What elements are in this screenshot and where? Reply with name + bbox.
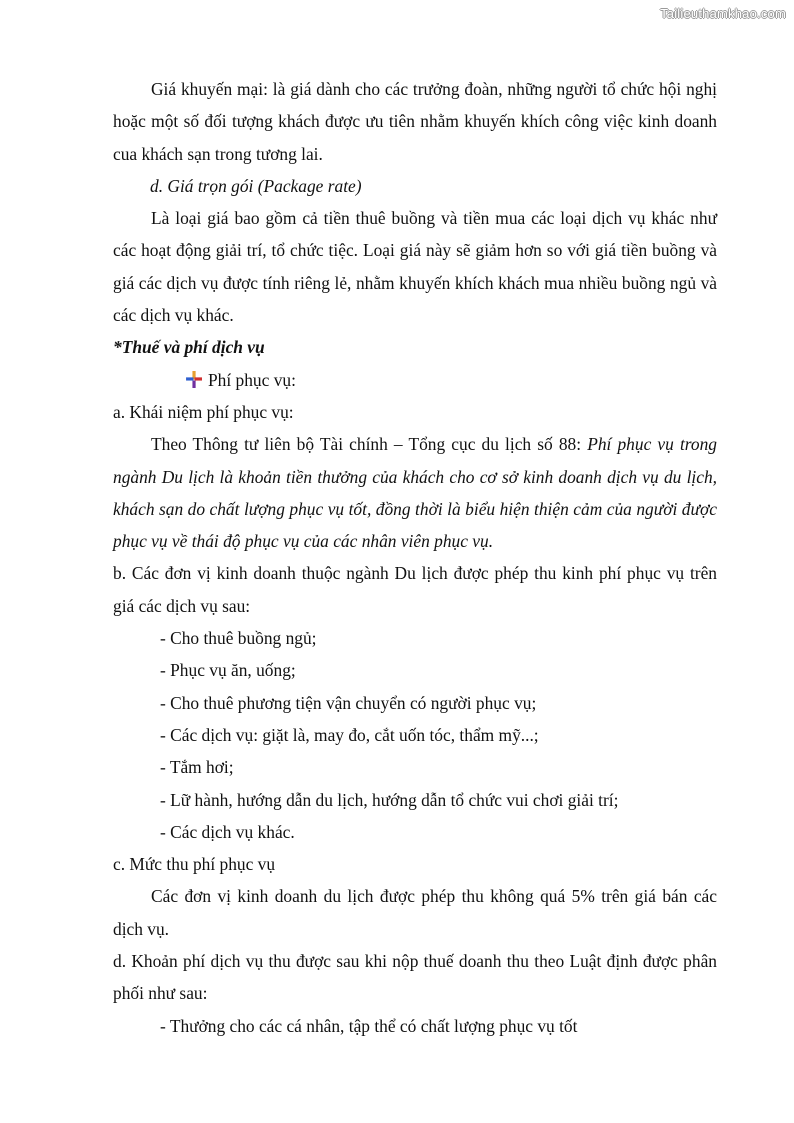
paragraph-package-rate: Là loại giá bao gồm cả tiền thuê buồng và tiền mua các loại dịch vụ khác như các hoạt động giải trí, tổ chức tiệc. Loại giá này sẽ giảm hơn so với giá tiền buồng và giá các dịch vụ được tính riêng lẻ, nhằm khuyến khích khách mua nhiều buồng ngủ và các dịch vụ khác.	[113, 208, 717, 326]
heading-package-rate: d. Giá trọn gói (Package rate)	[150, 175, 362, 196]
section-d-label: d. Khoản phí dịch vụ thu được sau khi nộp thuế doanh thu theo Luật định được phân phối như sau:	[113, 951, 717, 1004]
list-item: - Lữ hành, hướng dẫn du lịch, hướng dẫn tổ chức vui chơi giải trí;	[160, 789, 619, 810]
four-color-plus-icon	[185, 371, 202, 388]
paragraph-promotional-price: Giá khuyến mại: là giá dành cho các trưởng đoàn, những người tổ chức hội nghị hoặc một số đối tượng khách được ưu tiên nhằm khuyến khích công việc kinh doanh cua khách sạn trong tương lai.	[113, 79, 717, 164]
watermark: Tailieuthamkhao.com	[660, 6, 786, 21]
definition-text: Phí phục vụ trong ngành Du lịch là khoản tiền thưởng của khách cho cơ sở kinh doanh dịch vụ du lịch, khách sạn do chất lượng phục vụ tốt, đồng thời là biểu hiện thiện cảm của người được phục vụ về thái độ phục vụ của các nhân viên phục vụ.	[113, 434, 717, 552]
list-item: - Cho thuê phương tiện vận chuyển có người phục vụ;	[160, 692, 537, 713]
bullet-label: Phí phục vụ:	[208, 369, 296, 390]
heading-tax-and-fees: *Thuế và phí dịch vụ	[113, 337, 265, 358]
list-item: - Thưởng cho các cá nhân, tập thể có chất lượng phục vụ tốt	[160, 1015, 578, 1036]
list-item: - Phục vụ ăn, uống;	[160, 660, 296, 681]
document-page	[113, 73, 717, 1042]
definition-source: Theo Thông tư liên bộ Tài chính – Tổng cục du lịch số 88:	[151, 434, 588, 455]
list-item: - Cho thuê buồng ngủ;	[160, 628, 317, 649]
list-item: - Các dịch vụ khác.	[160, 821, 295, 842]
section-a-label: a. Khái niệm phí phục vụ:	[113, 401, 294, 422]
section-b-label: b. Các đơn vị kinh doanh thuộc ngành Du lịch được phép thu kinh phí phục vụ trên giá các dịch vụ sau:	[113, 563, 717, 616]
section-c-label: c. Mức thu phí phục vụ	[113, 854, 276, 875]
paragraph-service-fee-definition	[113, 428, 717, 557]
list-item: - Các dịch vụ: giặt là, may đo, cắt uốn tóc, thẩm mỹ...;	[160, 724, 539, 745]
list-item: - Tắm hơi;	[160, 757, 234, 778]
paragraph-fee-rate: Các đơn vị kinh doanh du lịch được phép thu không quá 5% trên giá bán các dịch vụ.	[113, 886, 717, 939]
bullet-service-fee	[113, 364, 717, 396]
